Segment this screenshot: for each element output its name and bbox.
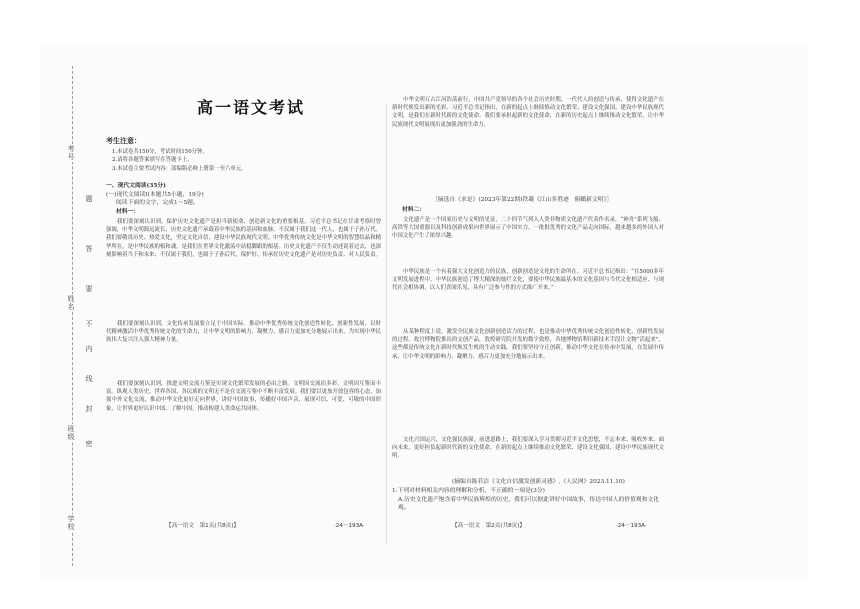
- notice-heading: 考生注意：: [106, 137, 141, 145]
- notice-item: 3.本试卷主要考试内容：部编版必修上册第一至六单元。: [112, 165, 247, 172]
- page-footer: 【高一语文 第1页(共8页)】: [166, 523, 240, 529]
- binding-strip: [40, 44, 102, 580]
- subsection-heading: (一)现代文阅读Ⅰ(本题共5小题，19分): [106, 192, 204, 198]
- page-footer: 【高一语文 第2页(共8页)】: [452, 523, 526, 529]
- seal-line: [72, 66, 73, 566]
- notice-list: [112, 148, 372, 173]
- exam-sheet: [40, 44, 808, 580]
- notice-item: 2.请将各题答案填写在答题卡上。: [112, 157, 193, 164]
- material-label: 材料二：: [402, 207, 426, 213]
- paragraph: 中华民族是一个有着强大文化创造力的民族，创新创造是文化的生命所在。习近平总书记指出：“在5000多年文明发展进程中，中华民族创造了博大精深的灿烂文化，要使中华民族最基本的文化基因与当代文化相适应、与现代社会相协调，以人们喜闻乐见、具有广泛参与性的方式推广开来。”: [392, 269, 664, 292]
- binding-label-ti: 题: [85, 195, 93, 203]
- binding-label-xian: 线: [85, 375, 93, 383]
- exam-title: 高一语文考试: [196, 98, 305, 117]
- paper-code: ·24－193A·: [616, 523, 647, 529]
- notice-item: 1.本试卷共150分，考试时间150分钟。: [112, 149, 208, 155]
- binding-label-nei: 内: [85, 345, 93, 353]
- source-citation: ［摘选自《求是》(2023年第22期)铁凝《江山多胜迹 俯瞰新文明》］: [432, 197, 613, 203]
- paragraph: 我们要深刻认识到，保护历史文化遗产是担当新使命、创造新文化的重要根基。习近平总书记在甘肃考察时曾强调，中华文明源远流长，历史文化遗产承载着中华民族的基因和血脉，不仅属于我们这一代人，也属于子孙万代。我们要敬畏历史、热爱文化，坚定文化自信，建设中华民族现代文明。中华优秀传统文化是中华文明的智慧结晶和精华所在，是中华民族的根和魂，是我们在世界文化激荡中站稳脚跟的根基。历史文化遗产不仅生动述说着过去，也深刻影响着当下和未来；不仅属于我们，也属于子孙后代。保护好、传承好历史文化遗产是对历史负责、对人民负责。: [106, 219, 381, 258]
- binding-label-bu: 不: [85, 320, 93, 328]
- binding-label-yao: 要: [85, 285, 93, 293]
- binding-label-name: 姓名: [67, 295, 75, 311]
- column-divider: [386, 104, 387, 544]
- material-label: 材料一：: [116, 209, 140, 215]
- question-stem: 1.下列对材料相关内容的理解和分析，不正确的一项是(3分): [392, 488, 545, 494]
- paragraph: 文化遗产是一个国家历史与文明的见证，二十四节气列入人类非物质文化遗产代表作名录，“神舟”系列飞船、高铁等大国重器以及科技创新成果向世界展示了中国实力，一批批优秀的文化产品走向国际，越来越多的外国人对中国文化产生了浓厚兴趣。: [392, 217, 664, 240]
- binding-label-da: 答: [85, 245, 93, 253]
- paragraph: 文化兴国运兴，文化强民族强。前进道路上，我们要深入学习贯彻习近平文化思想，不忘本来、吸收外来、面向未来，更好担负起新时代新的文化使命，在新的起点上继续推动文化繁荣、建设文化强国、建设中华民族现代文明。: [392, 437, 664, 460]
- source-citation: (摘编自陈若洁《文化自信激发创新灵感》,《人民网》2023.11.10): [452, 479, 625, 485]
- reading-instruction: 阅读下面的文字，完成1～5题。: [116, 200, 199, 206]
- paragraph: 中华文明万古江河浩荡前行，中国共产党领导的各个社会历史时期，一代代人的创造与传承，使得文化遗产在新时代焕发出新的光彩。习近平总书记指出，在新的起点上继续推动文化繁荣、建设文化强国、建设中华民族现代文明，是我们在新时代新的文化使命。我们要承担起新的文化使命，在新的历史起点上继续推动文化繁荣，让中华民族现代文明展现出更加强劲的生命力。: [392, 97, 664, 128]
- binding-label-school: 学校: [67, 515, 75, 531]
- paragraph: 我们要深刻认识到，推进文明交流互鉴是实现文化繁荣发展的必由之路。文明因交流而多彩，文明因互鉴而丰富。纵观人类历史，世界各国、各民族的文明无不是在交流互鉴中不断丰富发展。我们要以更加开放包容的心态，加强中外文化交流，推动中华文化更好走向世界，讲好中国故事，传播好中国声音，展现可信、可爱、可敬的中国形象，让世界更好认识中国、了解中国，推动构建人类命运共同体。: [106, 381, 381, 412]
- answer-option: A.历史文化遗产饱含着中华民族辉煌的历史，我们可以据此讲好中国故事，传达中国人的价值观和文化观。: [398, 497, 660, 512]
- binding-label-class: 班级: [67, 425, 75, 441]
- paragraph: 我们要深刻认识到，文化传承发展要立足于中国实际。推动中华优秀传统文化创造性转化、创新性发展，以时代精神激活中华优秀传统文化的生命力，让中华文明的影响力、凝聚力、感召力更加充分地展示出来，为实现中华民族伟大复兴注入强大精神力量。: [106, 321, 381, 344]
- paragraph: 从某种程度上说，激发全民族文化创新创造活力的过程，也是推动中华优秀传统文化创造性转化、创新性发展的过程。故宫博物院推出的文创产品，敦煌研究院开发的数字敦煌，各地博物馆利用新技术手段让文物“活起来”，这些都是传统文化在新时代焕发生机的生动实践。我们要坚持守正创新，推动中华文化在传承中发展、在发展中传承，让中华文明的影响力、凝聚力、感召力更加充分地展示出来。: [392, 329, 664, 360]
- binding-label-kaohao: 考号: [67, 145, 75, 161]
- binding-label-feng: 封: [85, 405, 93, 413]
- section-heading: 一、现代文阅读(35分): [106, 183, 166, 189]
- binding-label-mi: 密: [85, 440, 93, 448]
- paper-code: ·24－193A·: [334, 523, 365, 529]
